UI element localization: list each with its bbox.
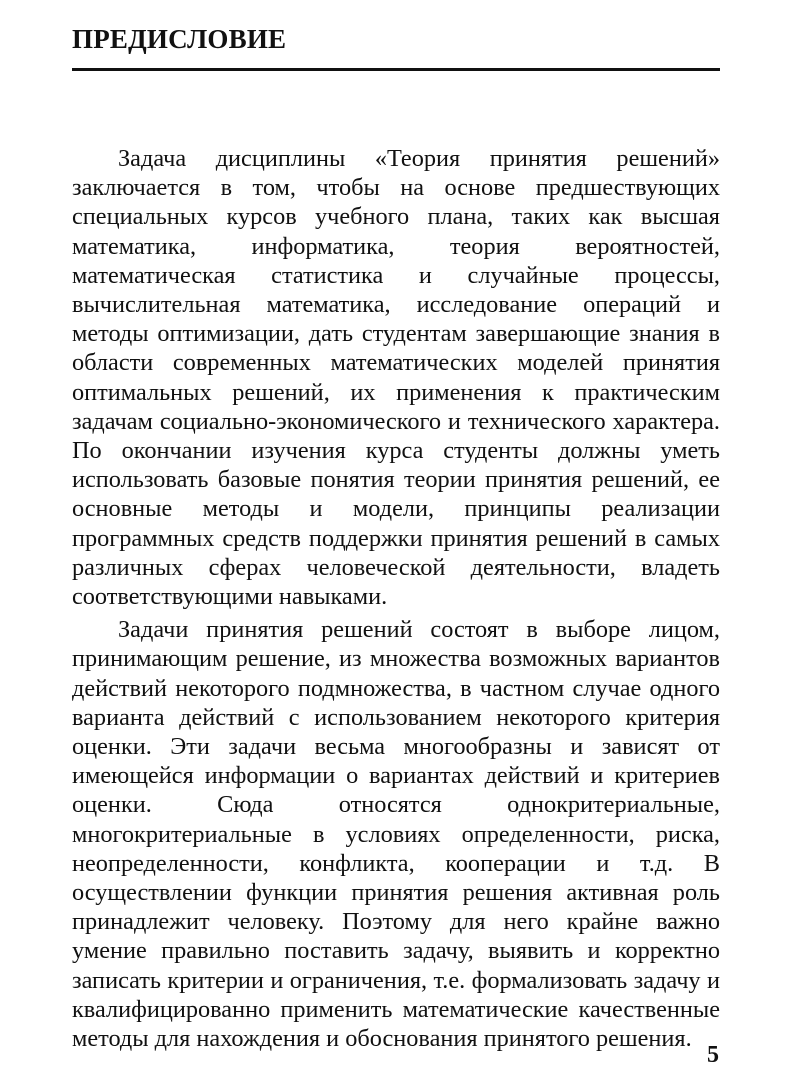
page-heading: ПРЕДИСЛОВИЕ [72,24,287,54]
paragraph-1: Задача дисциплины «Теория принятия решений» заключается в том, чтобы на основе предшествующих специальных курсов учебного плана, таких как высшая математика, информатика, теория вероятностей, математическая статистика и случайные процессы, вычислительная математика, исследование операций и методы оптимизации, дать студентам завершающие знания в области современных математических моделей принятия оптимальных решений, их применения к практическим задачам социально-экономического и технического характера. По окончании изучения курса студенты должны уметь использовать базовые понятия теории принятия решений, ее основные методы и модели, принципы реализации программных средств поддержки принятия решений в самых различных сферах человеческой деятельности, владеть соответствующими навыками. [72,145,720,611]
page-number: 5 [707,1042,719,1068]
body-text [72,144,720,1053]
heading-rule [72,68,720,71]
paragraph-2: Задачи принятия решений состоят в выборе лицом, принимающим решение, из множества возможных вариантов действий некоторого подмножества, в частном случае одного варианта действий с использованием некоторого критерия оценки. Эти задачи весьма многообразны и зависят от имеющейся информации о вариантах действий и критериев оценки. Сюда относятся однокритериальные, многокритериальные в условиях определенности, риска, неопределенности, конфликта, кооперации и т.д. В осуществлении функции принятия решения активная роль принадлежит человеку. Поэтому для него крайне важно умение правильно поставить задачу, выявить и корректно записать критерии и ограничения, т.е. формализовать задачу и квалифицированно применить математические качественные методы для нахождения и обоснования принятого решения. [72,616,720,1053]
